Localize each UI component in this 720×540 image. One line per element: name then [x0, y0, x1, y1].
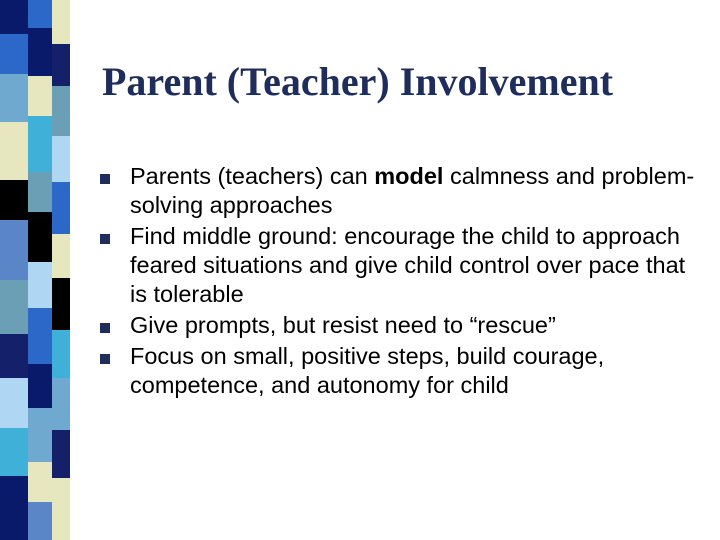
square-bullet-icon	[100, 234, 110, 244]
stripe-block	[52, 478, 70, 540]
stripe-block	[28, 308, 52, 364]
bullet-text: Give prompts, but resist need to “rescue”	[130, 312, 556, 338]
stripe-block	[0, 122, 28, 180]
stripe-block	[28, 116, 52, 172]
bullet-item	[100, 222, 700, 309]
stripe-block	[52, 86, 70, 136]
stripe-block	[28, 172, 52, 212]
stripe-block	[28, 408, 52, 462]
bullet-text: Focus on small, positive steps, build courage, competence, and autonomy for child	[130, 343, 605, 398]
bullet-text: Parents (teachers) can model calmness and problem-solving approaches	[130, 163, 695, 218]
stripe-block	[52, 330, 70, 378]
bullet-item	[100, 162, 700, 220]
stripe-block	[52, 0, 70, 44]
stripe-block	[28, 28, 52, 76]
stripe-block	[0, 74, 28, 122]
stripe-block	[28, 0, 52, 28]
stripe-block	[0, 34, 28, 74]
stripe-block	[52, 136, 70, 182]
decorative-stripe	[0, 0, 70, 540]
stripe-block	[28, 76, 52, 116]
bullet-item	[100, 342, 700, 400]
stripe-block	[0, 334, 28, 378]
stripe-block	[28, 212, 52, 262]
bullet-item	[100, 311, 700, 340]
stripe-block	[52, 378, 70, 430]
stripe-block	[0, 476, 28, 540]
bullet-list	[100, 162, 700, 400]
stripe-block	[52, 182, 70, 234]
stripe-block	[0, 180, 28, 220]
stripe-block	[0, 428, 28, 476]
stripe-block	[28, 502, 52, 540]
square-bullet-icon	[100, 354, 110, 364]
stripe-block	[0, 280, 28, 334]
stripe-block	[28, 462, 52, 502]
bullet-text: Find middle ground: encourage the child to approach feared situations and give child control over pace that is tolerable	[130, 223, 686, 307]
stripe-block	[28, 262, 52, 308]
stripe-block	[52, 234, 70, 278]
stripe-block	[0, 0, 28, 34]
stripe-block	[0, 220, 28, 280]
stripe-block	[52, 278, 70, 330]
stripe-block	[52, 44, 70, 86]
stripe-block	[52, 430, 70, 478]
stripe-block	[0, 378, 28, 428]
square-bullet-icon	[100, 174, 110, 184]
slide-title: Parent (Teacher) Involvement	[102, 59, 614, 104]
stripe-block	[28, 364, 52, 408]
square-bullet-icon	[100, 323, 110, 333]
